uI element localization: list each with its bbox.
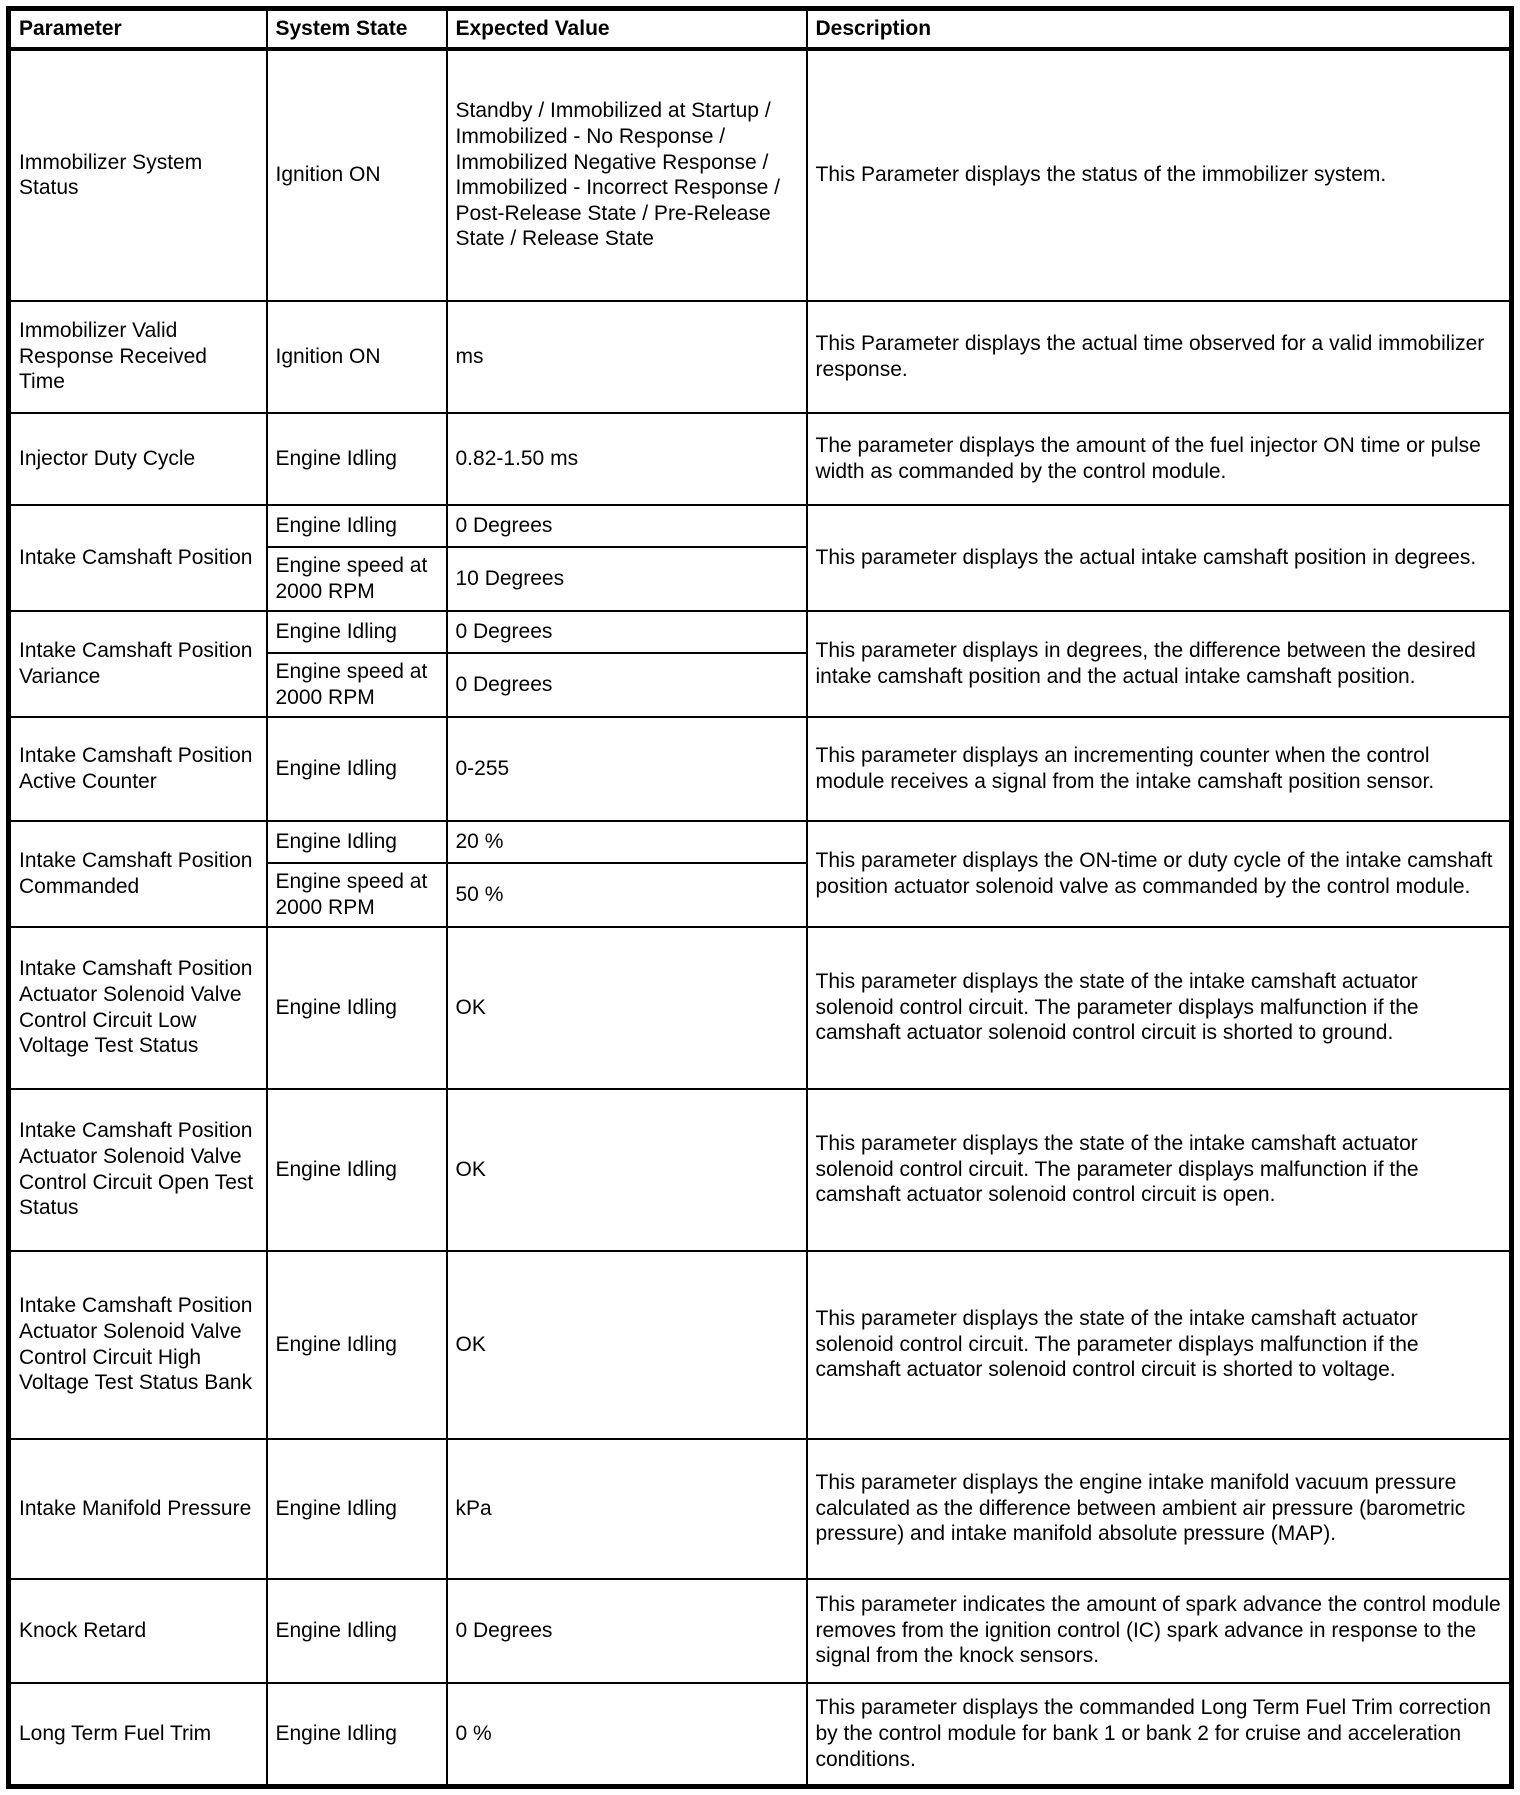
system-state-cell: Ignition ON [267, 301, 447, 413]
expected-value-cell: 0 Degrees [447, 653, 807, 717]
table-row [9, 413, 1512, 505]
expected-value-cell: ms [447, 301, 807, 413]
system-state-cell: Engine Idling [267, 505, 447, 547]
parameter-cell: Long Term Fuel Trim [9, 1683, 267, 1787]
parameter-cell: Intake Camshaft Position Actuator Solenoid Valve Control Circuit Low Voltage Test Status [9, 927, 267, 1089]
parameter-cell: Intake Camshaft Position Actuator Solenoid Valve Control Circuit High Voltage Test Status Bank [9, 1251, 267, 1439]
parameter-cell: Immobilizer Valid Response Received Time [9, 301, 267, 413]
description-cell: This parameter displays the state of the intake camshaft actuator solenoid control circuit. The parameter displays malfunction if the camshaft actuator solenoid control circuit is open. [807, 1089, 1512, 1251]
parameter-cell: Intake Camshaft Position Commanded [9, 821, 267, 927]
parameter-cell: Injector Duty Cycle [9, 413, 267, 505]
expected-value-cell: OK [447, 1089, 807, 1251]
system-state-cell: Engine speed at 2000 RPM [267, 653, 447, 717]
table-row [9, 301, 1512, 413]
description-cell: This Parameter displays the actual time observed for a valid immobilizer response. [807, 301, 1512, 413]
table-row [9, 927, 1512, 1089]
parameter-cell: Immobilizer System Status [9, 49, 267, 301]
system-state-cell: Engine Idling [267, 927, 447, 1089]
expected-value-cell: kPa [447, 1439, 807, 1579]
expected-value-cell: OK [447, 927, 807, 1089]
expected-value-cell: 20 % [447, 821, 807, 863]
system-state-cell: Engine speed at 2000 RPM [267, 863, 447, 927]
parameter-cell: Intake Camshaft Position Active Counter [9, 717, 267, 821]
description-cell: This parameter displays the engine intake manifold vacuum pressure calculated as the difference between ambient air pressure (barometric pressure) and intake manifold absolute pressure (MAP). [807, 1439, 1512, 1579]
table-row [9, 505, 1512, 547]
expected-value-cell: 0.82-1.50 ms [447, 413, 807, 505]
system-state-cell: Engine Idling [267, 1579, 447, 1683]
col-header-system-state: System State [267, 9, 447, 49]
header-row [9, 9, 1512, 49]
description-cell: This parameter displays an incrementing counter when the control module receives a signal from the intake camshaft position sensor. [807, 717, 1512, 821]
table-row [9, 1089, 1512, 1251]
expected-value-cell: 10 Degrees [447, 547, 807, 611]
description-cell: This parameter displays the state of the intake camshaft actuator solenoid control circuit. The parameter displays malfunction if the camshaft actuator solenoid control circuit is shorted to voltage. [807, 1251, 1512, 1439]
parameter-cell: Intake Camshaft Position Variance [9, 611, 267, 717]
expected-value-cell: 0-255 [447, 717, 807, 821]
system-state-cell: Engine Idling [267, 717, 447, 821]
description-cell: This parameter displays the ON-time or duty cycle of the intake camshaft position actuator solenoid valve as commanded by the control module. [807, 821, 1512, 927]
table-row [9, 1579, 1512, 1683]
parameter-cell: Intake Manifold Pressure [9, 1439, 267, 1579]
description-cell: The parameter displays the amount of the fuel injector ON time or pulse width as commanded by the control module. [807, 413, 1512, 505]
description-cell: This parameter displays in degrees, the difference between the desired intake camshaft position and the actual intake camshaft position. [807, 611, 1512, 717]
expected-value-cell: 0 % [447, 1683, 807, 1787]
col-header-parameter: Parameter [9, 9, 267, 49]
description-cell: This parameter displays the commanded Long Term Fuel Trim correction by the control module for bank 1 or bank 2 for cruise and acceleration conditions. [807, 1683, 1512, 1787]
table-row [9, 717, 1512, 821]
system-state-cell: Ignition ON [267, 49, 447, 301]
description-cell: This parameter indicates the amount of spark advance the control module removes from the ignition control (IC) spark advance in response to the signal from the knock sensors. [807, 1579, 1512, 1683]
description-cell: This parameter displays the state of the intake camshaft actuator solenoid control circuit. The parameter displays malfunction if the camshaft actuator solenoid control circuit is shorted to ground. [807, 927, 1512, 1089]
system-state-cell: Engine Idling [267, 1683, 447, 1787]
system-state-cell: Engine Idling [267, 1439, 447, 1579]
col-header-expected-value: Expected Value [447, 9, 807, 49]
expected-value-cell: 0 Degrees [447, 505, 807, 547]
description-cell: This Parameter displays the status of the immobilizer system. [807, 49, 1512, 301]
system-state-cell: Engine Idling [267, 1089, 447, 1251]
expected-value-cell: OK [447, 1251, 807, 1439]
expected-value-cell: Standby / Immobilized at Startup / Immobilized - No Response / Immobilized Negative Response / Immobilized - Incorrect Response / Post-Release State / Pre-Release State / Release State [447, 49, 807, 301]
table-row [9, 1439, 1512, 1579]
system-state-cell: Engine Idling [267, 413, 447, 505]
parameter-cell: Intake Camshaft Position [9, 505, 267, 611]
table-row [9, 821, 1512, 863]
expected-value-cell: 0 Degrees [447, 1579, 807, 1683]
system-state-cell: Engine speed at 2000 RPM [267, 547, 447, 611]
expected-value-cell: 0 Degrees [447, 611, 807, 653]
table-row [9, 1251, 1512, 1439]
col-header-description: Description [807, 9, 1512, 49]
table-row [9, 1683, 1512, 1787]
scan-tool-data-table [6, 6, 1514, 1789]
system-state-cell: Engine Idling [267, 611, 447, 653]
description-cell: This parameter displays the actual intake camshaft position in degrees. [807, 505, 1512, 611]
parameter-cell: Intake Camshaft Position Actuator Solenoid Valve Control Circuit Open Test Status [9, 1089, 267, 1251]
table-row [9, 611, 1512, 653]
table-row [9, 49, 1512, 301]
expected-value-cell: 50 % [447, 863, 807, 927]
system-state-cell: Engine Idling [267, 821, 447, 863]
system-state-cell: Engine Idling [267, 1251, 447, 1439]
parameter-cell: Knock Retard [9, 1579, 267, 1683]
